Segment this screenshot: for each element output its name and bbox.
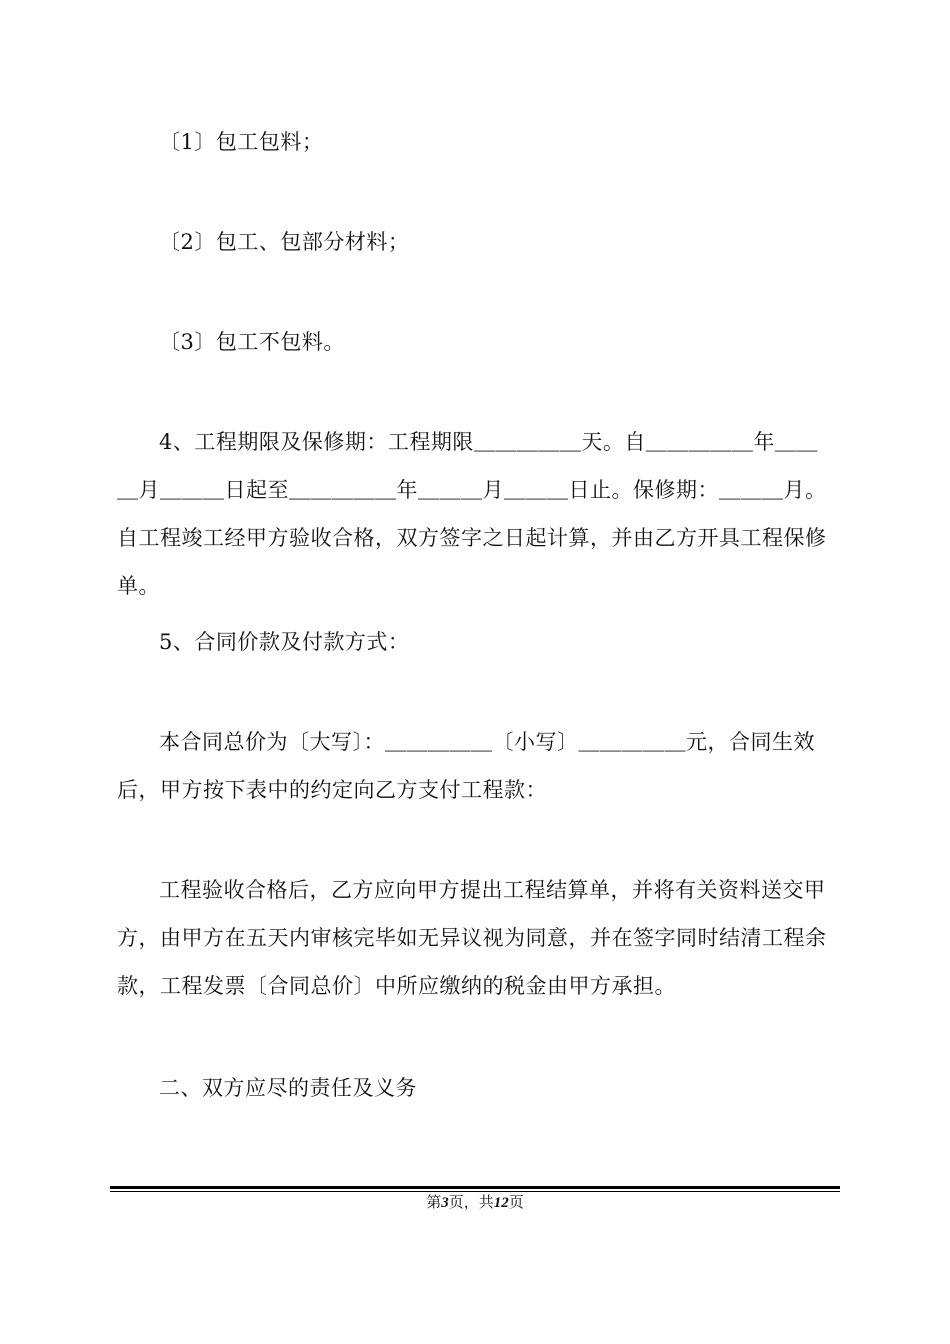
clause-option-2: 〔2〕包工、包部分材料； (159, 230, 410, 254)
footer-prefix: 第 (426, 1195, 442, 1211)
page-footer (0, 1192, 950, 1214)
clause-5-heading: 5、合同价款及付款方式： (159, 630, 410, 654)
clause-4-duration-warranty: 4、工程期限及保修期：工程期限＿＿＿＿＿天。自＿＿＿＿＿年＿＿＿月＿＿＿日起至＿＿＿＿＿年＿＿＿月＿＿＿日止。保修期：＿＿＿月。自工程竣工经甲方验收合格，双方签字之日起计算，并由乙方开具工程保修单。 (117, 430, 827, 598)
footer-suffix: 页 (508, 1195, 524, 1211)
clause-option-3: 〔3〕包工不包料。 (159, 330, 345, 354)
section-2-heading: 二、双方应尽的责任及义务 (159, 1076, 417, 1100)
footer-rule-thick (110, 1186, 840, 1189)
clause-option-1: 〔1〕包工包料； (159, 130, 324, 154)
footer-page-number: 3 (441, 1195, 449, 1211)
footer-total-pages: 12 (493, 1195, 509, 1211)
contract-price-paragraph: 本合同总价为〔大写〕：＿＿＿＿＿〔小写〕＿＿＿＿＿元，合同生效后，甲方按下表中的约定向乙方支付工程款： (117, 730, 815, 802)
acceptance-settlement-paragraph: 工程验收合格后，乙方应向甲方提出工程结算单，并将有关资料送交甲方，由甲方在五天内审核完毕如无异议视为同意，并在签字同时结清工程余款，工程发票〔合同总价〕中所应缴纳的税金由甲方承担。 (117, 878, 827, 998)
footer-middle: 页，共 (448, 1195, 494, 1211)
